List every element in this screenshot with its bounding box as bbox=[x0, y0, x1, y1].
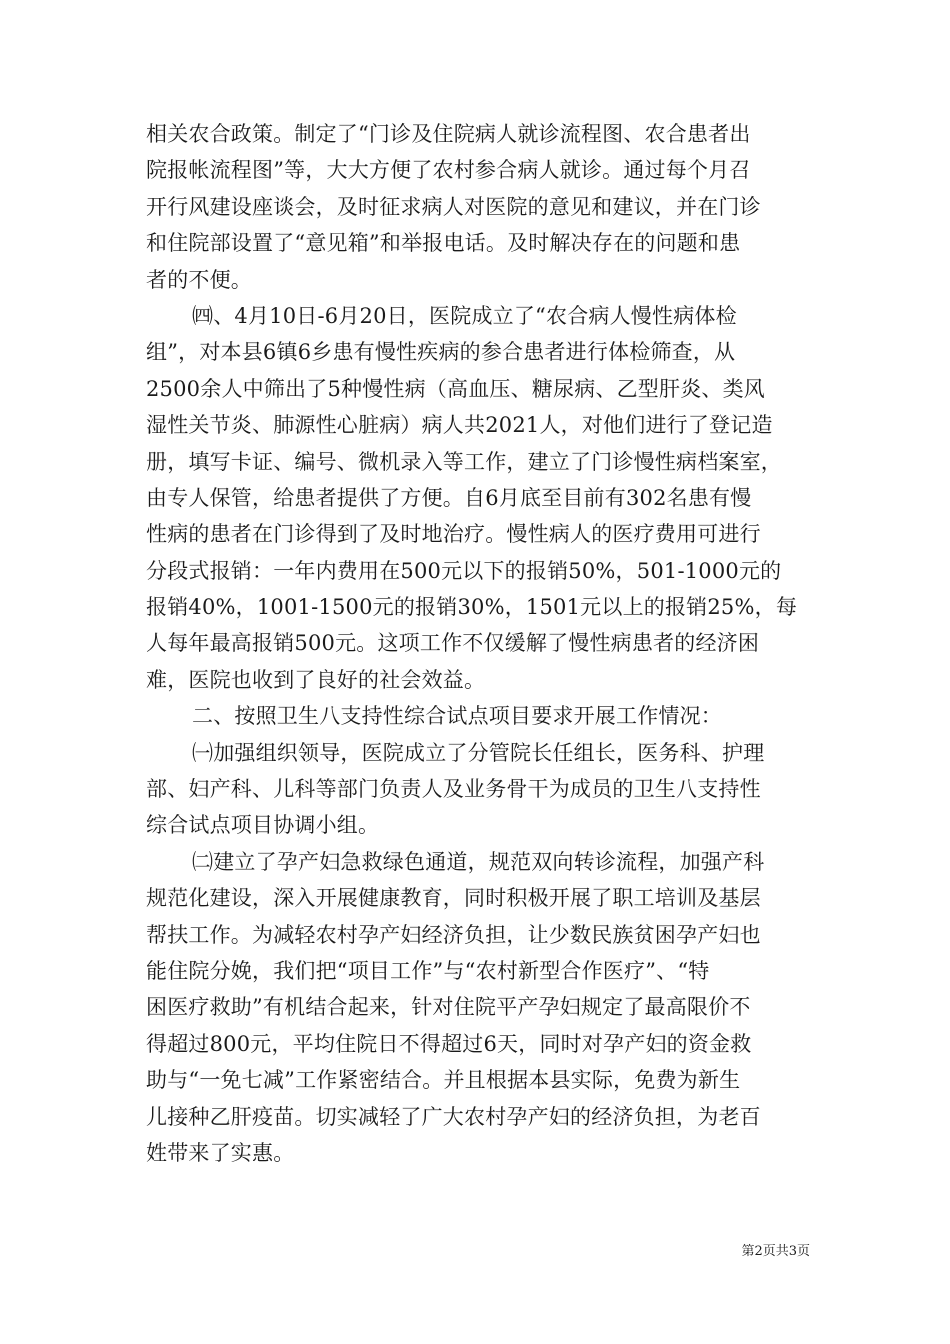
text-line: 姓带来了实惠。 bbox=[146, 1140, 295, 1165]
text-line: 得超过800元，平均住院日不得超过6天，同时对孕产妇的资金救 bbox=[146, 1031, 752, 1056]
text-line: 和住院部设置了“意见箱”和举报电话。及时解决存在的问题和患 bbox=[146, 231, 741, 256]
body-text bbox=[146, 116, 806, 1171]
text-line: 者的不便。 bbox=[146, 267, 252, 292]
text-line: 院报帐流程图”等，大大方便了农村参合病人就诊。通过每个月召 bbox=[146, 158, 751, 183]
text-line: 困医疗救助”有机结合起来，针对住院平产孕妇规定了最高限价不 bbox=[146, 995, 751, 1020]
text-line: 分段式报销：一年内费用在500元以下的报销50%，501-1000元的 bbox=[146, 558, 782, 583]
text-line: ㈡建立了孕产妇急救绿色通道，规范双向转诊流程，加强产科 bbox=[192, 849, 765, 874]
text-line: 儿接种乙肝疫苗。切实减轻了广大农村孕产妇的经济负担，为老百 bbox=[146, 1104, 761, 1129]
text-line: ㈣、4月10日-6月20日，医院成立了“农合病人慢性病体检 bbox=[192, 303, 737, 328]
text-line: 难，医院也收到了良好的社会效益。 bbox=[146, 667, 486, 692]
text-line: 册，填写卡证、编号、微机录入等工作，建立了门诊慢性病档案室， bbox=[146, 449, 782, 474]
text-line: 湿性关节炎、肺源性心脏病）病人共2021人，对他们进行了登记造 bbox=[146, 413, 773, 438]
text-line: 报销40%，1001-1500元的报销30%，1501元以上的报销25%，每 bbox=[146, 595, 798, 620]
text-line: 组”，对本县6镇6乡患有慢性疾病的参合患者进行体检筛查，从 bbox=[146, 340, 736, 365]
text-line: 二、按照卫生八支持性综合试点项目要求开展工作情况： bbox=[192, 704, 722, 729]
text-line: 人每年最高报销500元。这项工作不仅缓解了慢性病患者的经济困 bbox=[146, 631, 760, 656]
text-line: 助与“一免七减”工作紧密结合。并且根据本县实际，免费为新生 bbox=[146, 1068, 741, 1093]
text-line: 部、妇产科、儿科等部门负责人及业务骨干为成员的卫生八支持性 bbox=[146, 777, 761, 802]
text-line: 帮扶工作。为减轻农村孕产妇经济负担，让少数民族贫困孕产妇也 bbox=[146, 922, 761, 947]
text-line: 规范化建设，深入开展健康教育，同时积极开展了职工培训及基层 bbox=[146, 886, 761, 911]
text-line: 综合试点项目协调小组。 bbox=[146, 813, 380, 838]
text-line: 2500余人中筛出了5种慢性病（高血压、糖尿病、乙型肝炎、类风 bbox=[146, 376, 766, 401]
page-number-footer: 第2页共3页 bbox=[741, 1244, 810, 1259]
text-line: 由专人保管，给患者提供了方便。自6月底至目前有302名患有慢 bbox=[146, 485, 752, 510]
text-line: 相关农合政策。制定了“门诊及住院病人就诊流程图、农合患者出 bbox=[146, 122, 751, 146]
text-line: 开行风建设座谈会，及时征求病人对医院的意见和建议，并在门诊 bbox=[146, 194, 761, 219]
text-line: 能住院分娩，我们把“项目工作”与“农村新型合作医疗”、“特 bbox=[146, 958, 710, 983]
text-line: 性病的患者在门诊得到了及时地治疗。慢性病人的医疗费用可进行 bbox=[146, 522, 761, 547]
text-line: ㈠加强组织领导，医院成立了分管院长任组长，医务科、护理 bbox=[192, 740, 765, 765]
